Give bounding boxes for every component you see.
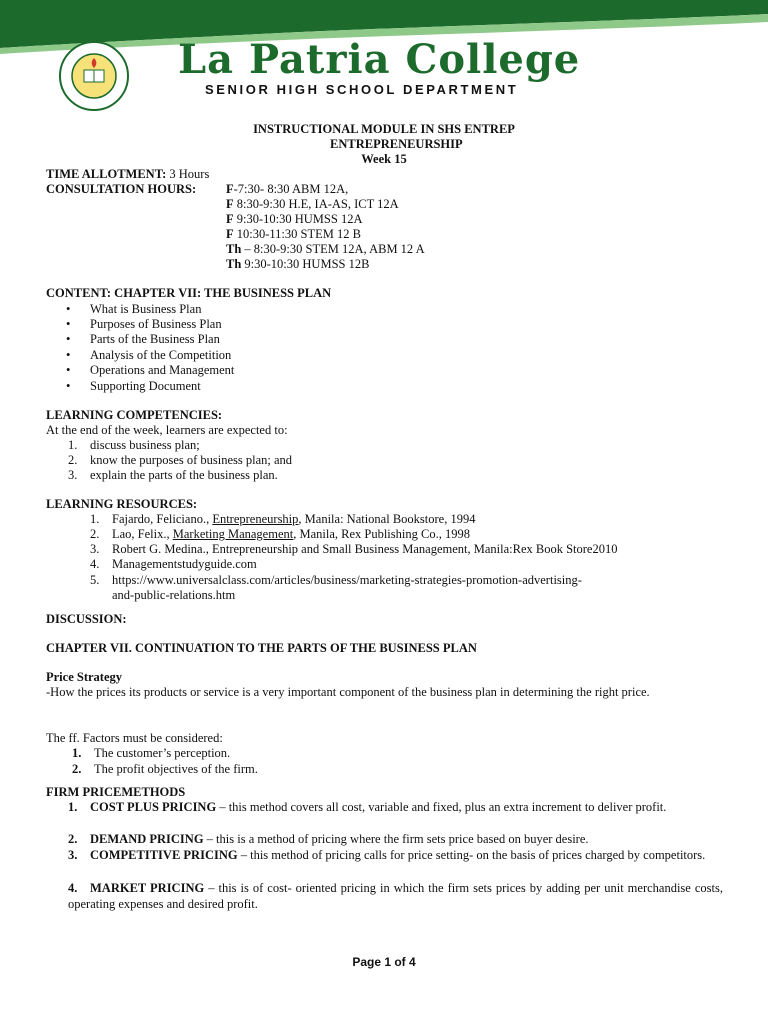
college-seal-logo — [38, 40, 150, 112]
competency-text: explain the parts of the business plan. — [90, 468, 278, 482]
module-week: Week 15 — [361, 152, 407, 166]
content-bullet — [66, 379, 201, 394]
department-name: SENIOR HIGH SCHOOL DEPARTMENT — [205, 82, 519, 97]
resource-item: 2. Lao, Felix., Marketing Management, Manila, Rex Publishing Co., 1998 — [90, 527, 470, 541]
content-heading: CONTENT: CHAPTER VII: THE BUSINESS PLAN — [46, 286, 332, 300]
resource-title: Entrepreneurship — [212, 512, 299, 526]
resource-text: Robert G. Medina., Entrepreneurship and Small Business Management, Manila:Rex Book Store2010 — [112, 542, 618, 556]
module-title-line2: ENTREPRENEURSHIP — [330, 137, 463, 151]
content-bullet — [66, 317, 222, 332]
competencies-heading: LEARNING COMPETENCIES: — [46, 408, 223, 422]
consultation-row — [226, 182, 348, 197]
price-method-item: 3. COMPETITIVE PRICING – this method of pricing calls for price setting- on the basis of prices charged by competitors. — [68, 848, 706, 862]
factor-text: The customer’s perception. — [94, 746, 231, 760]
consultation-row — [226, 257, 369, 272]
content-bullet — [66, 332, 220, 347]
method-name: COST PLUS PRICING — [90, 800, 217, 814]
consultation-time: 8:30-9:30 H.E, IA-AS, ICT 12A — [233, 197, 399, 211]
competency-text: discuss business plan; — [90, 438, 200, 452]
content-bullet — [66, 363, 234, 378]
consultation-day: F — [226, 227, 234, 241]
competencies-intro: At the end of the week, learners are expected to: — [46, 423, 288, 437]
consultation-day: F — [226, 212, 234, 226]
factor-text: The profit objectives of the firm. — [94, 762, 258, 776]
price-method-item: 4. MARKET PRICING – this is of cost- oriented pricing in which the firm sets prices by adding per unit merchandise costs, operating expenses and desired profit. — [68, 881, 723, 911]
content-bullet — [66, 302, 201, 317]
method-name: COMPETITIVE PRICING — [90, 848, 238, 862]
method-desc: – this method covers all cost, variable and fixed, plus an extra increment to deliver profit. — [216, 800, 667, 814]
method-desc: – this method of pricing calls for price setting- on the basis of prices charged by competitors. — [237, 848, 706, 862]
factors-intro: The ff. Factors must be considered: — [46, 731, 223, 745]
module-title-line1: INSTRUCTIONAL MODULE IN SHS ENTREP — [253, 122, 515, 136]
consultation-time: -7:30- 8:30 ABM 12A, — [233, 182, 349, 196]
time-label: TIME ALLOTMENT: — [46, 167, 167, 181]
resource-publisher: , Manila, Rex Publishing Co., 1998 — [293, 527, 470, 541]
bullet-text: Supporting Document — [90, 379, 201, 393]
bullet-text: What is Business Plan — [90, 302, 202, 316]
resource-item: 1. Fajardo, Feliciano., Entrepreneurship, Manila: National Bookstore, 1994 — [90, 512, 476, 526]
method-name: DEMAND PRICING — [90, 832, 204, 846]
consultation-row — [226, 227, 361, 242]
factor-item: 2. The profit objectives of the firm. — [72, 762, 258, 776]
resource-publisher: , Manila: National Bookstore, 1994 — [298, 512, 476, 526]
consultation-day: Th — [226, 257, 242, 271]
factor-item: 1. The customer’s perception. — [72, 746, 231, 760]
consultation-time: 9:30-10:30 HUMSS 12A — [233, 212, 363, 226]
bullet-text: Purposes of Business Plan — [90, 317, 222, 331]
consultation-day: Th — [226, 242, 242, 256]
resource-title: Marketing Management — [172, 527, 294, 541]
bullet-text: Parts of the Business Plan — [90, 332, 220, 346]
content-bullet — [66, 348, 231, 363]
resource-author: Lao, Felix., — [112, 527, 173, 541]
resource-item: 3. Robert G. Medina., Entrepreneurship and Small Business Management, Manila:Rex Book Store2010 — [90, 542, 618, 556]
method-desc: – this is of cost- oriented pricing in which the firm sets prices by adding per unit merchandise costs, operating expenses and desired profit. — [68, 881, 723, 911]
resource-author: Fajardo, Feliciano., — [112, 512, 213, 526]
page-number: Page 1 of 4 — [352, 955, 416, 969]
time-allotment — [46, 167, 209, 182]
consultation-time: 10:30-11:30 STEM 12 B — [233, 227, 361, 241]
price-methods-heading: FIRM PRICEMETHODS — [46, 785, 186, 799]
resource-url: https://www.universalclass.com/articles/business/marketing-strategies-promotion-advertising- — [112, 573, 582, 587]
consultation-row — [226, 212, 362, 227]
time-value: 3 Hours — [166, 167, 210, 181]
consultation-day: F — [226, 182, 234, 196]
competency-item: 1. discuss business plan; — [68, 438, 200, 452]
consultation-row — [226, 242, 425, 257]
resource-url-continued: and-public-relations.htm — [112, 588, 236, 602]
resource-item: 5. https://www.universalclass.com/articles/business/marketing-strategies-promotion-advertising- — [90, 573, 582, 587]
resource-text: Managementstudyguide.com — [112, 557, 257, 571]
consultation-time: – 8:30-9:30 STEM 12A, ABM 12 A — [241, 242, 425, 256]
discussion-heading: DISCUSSION: — [46, 612, 127, 626]
price-strategy-text: -How the prices its products or service is a very important component of the business plan in determining the right price. — [46, 685, 650, 699]
resources-heading: LEARNING RESOURCES: — [46, 497, 198, 511]
bullet-text: Analysis of the Competition — [90, 348, 232, 362]
price-method-item: 2. DEMAND PRICING – this is a method of pricing where the firm sets price based on buyer desire. — [68, 832, 589, 846]
method-desc: – this is a method of pricing where the firm sets price based on buyer desire. — [203, 832, 589, 846]
bullet-text: Operations and Management — [90, 363, 235, 377]
chapter-heading: CHAPTER VII. CONTINUATION TO THE PARTS OF THE BUSINESS PLAN — [46, 641, 477, 655]
consultation-day: F — [226, 197, 234, 211]
competency-text: know the purposes of business plan; and — [90, 453, 293, 467]
consultation-time: 9:30-10:30 HUMSS 12B — [241, 257, 370, 271]
resource-item: 4. Managementstudyguide.com — [90, 557, 257, 571]
method-name: MARKET PRICING — [90, 881, 205, 895]
price-method-item: 1. COST PLUS PRICING – this method covers all cost, variable and fixed, plus an extra increment to deliver profit. — [68, 800, 667, 814]
consultation-label: CONSULTATION HOURS: — [46, 182, 197, 196]
consultation-row — [226, 197, 399, 212]
competency-item: 3. explain the parts of the business plan. — [68, 468, 278, 482]
competency-item: 2. know the purposes of business plan; and — [68, 453, 293, 467]
price-strategy-heading: Price Strategy — [46, 670, 123, 684]
college-name: La Patria College — [178, 36, 581, 83]
